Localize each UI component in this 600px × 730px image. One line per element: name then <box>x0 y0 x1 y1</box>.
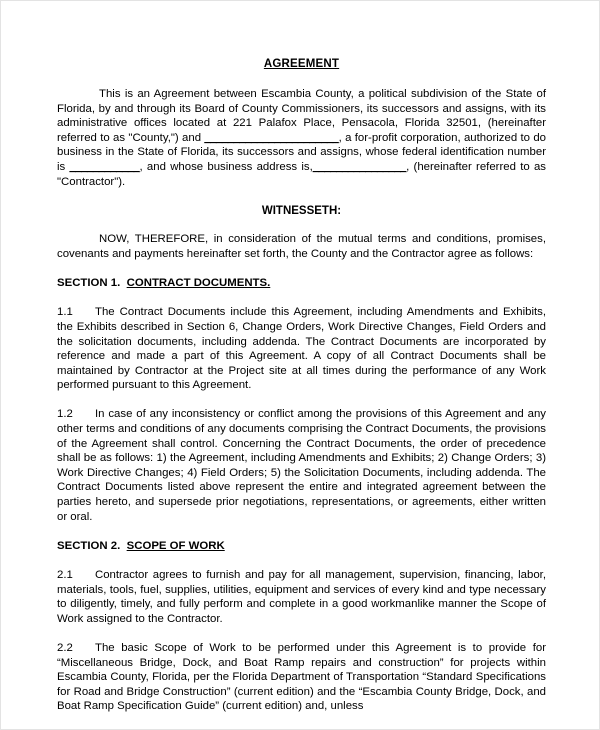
spacer <box>57 218 546 233</box>
preamble-county-quoted: "County,") <box>128 131 179 144</box>
spacer <box>57 524 546 539</box>
spacer <box>57 626 546 641</box>
business-address-blank[interactable]: ________________ <box>312 160 407 173</box>
clause-1-2-number: 1.2 <box>57 408 73 421</box>
preamble-part2: and <box>178 131 205 144</box>
spacer <box>57 291 546 306</box>
document-title-text: AGREEMENT <box>263 58 340 70</box>
spacer <box>57 189 546 204</box>
witnesseth-heading: WITNESSETH: <box>261 204 342 217</box>
clause-1-2 <box>57 407 546 524</box>
federal-id-blank[interactable]: ____________ <box>69 160 140 173</box>
clause-1-1-text: The Contract Documents include this Agreement, including Amendments and Exhibits, the Exhibits described in Section 6, Change Orders, Work Directive Changes, Field Orders and the solicitation documents, including addenda. The Contract Documents are incorporated by reference and made a part of this Agreement. A copy of all Contract Documents shall be maintained by Contractor at the Project site at all times during the performance of any Work performed pursuant to this Agreement. <box>57 306 546 392</box>
now-therefore-paragraph: NOW, THEREFORE, in consideration of the mutual terms and conditions, promises, covenants and payments hereinafter set forth, the County and the Contractor agree as follows: <box>57 233 546 260</box>
section-heading-1 <box>57 276 546 291</box>
section-2-title: SCOPE OF WORK <box>126 539 225 552</box>
spacer <box>57 393 546 408</box>
section-1-label: SECTION 1. <box>57 277 121 290</box>
preamble-paragraph <box>57 87 546 189</box>
clause-1-1 <box>57 305 546 393</box>
document-body <box>57 57 546 714</box>
clause-2-2-number: 2.2 <box>57 641 73 654</box>
spacer <box>57 553 546 568</box>
contractor-name-blank[interactable]: _______________________ <box>204 131 339 144</box>
document-title <box>57 57 546 71</box>
preamble-part5: , (hereinafter referred to as "Contractor"). <box>57 160 546 188</box>
spacer <box>57 262 546 277</box>
clause-2-1 <box>57 568 546 626</box>
clause-1-2-text: In case of any inconsistency or conflict among the provisions of this Agreement and any other terms and conditions of any documents comprising the Contract Documents, the provisions of the Agreement shall control. Concerning the Contract Documents, the order of precedence shall be as follows: 1) the Agreement, including Amendments and Exhibits; 2) Change Orders; 3) Work Directive Changes; 4) Field Orders; 5) the Solicitation Documents, including addenda. The Contract Documents listed above represent the entire and integrated agreement between the parties hereto, and supersede prior negotiations, representations, or agreements, either written or oral. <box>57 408 546 523</box>
preamble-part4: , and whose business address is, <box>139 160 313 173</box>
clause-2-1-text: Contractor agrees to furnish and pay for all management, supervision, financing, labor, materials, tools, fuel, supplies, utilities, equipment and services of every kind and type necessary to diligently, timely, and fully perform and complete in a good workmanlike manner the Scope of Work assigned to the Contractor. <box>57 569 546 625</box>
section-heading-2 <box>57 539 546 554</box>
preamble-part1: This is an Agreement between Escambia County, a political subdivision of the State of Florida, by and through its Board of County Commissioners, its successors and assigns, with its administrative offices located at 221 Palafox Place, Pensacola, Florida 32501, (hereinafter referred to as <box>57 88 546 144</box>
section-2-label: SECTION 2. <box>57 539 121 552</box>
preamble-part3: , a for-profit corporation, authorized to do business in the State of Florida, its successors and assigns, whose federal identification number is <box>57 131 546 173</box>
section-1-title: CONTRACT DOCUMENTS. <box>126 277 271 290</box>
clause-2-2-text: The basic Scope of Work to be performed under this Agreement is to provide for “Miscellaneous Bridge, Dock, and Boat Ramp repairs and construction” for projects within Escambia County, Florida, per the Florida Department of Transportation “Standard Specifications for Road and Bridge Construction” (current edition) and the “Escambia County Bridge, Dock, and Boat Ramp Specification Guide” (current edition) and, unless <box>57 641 546 713</box>
clause-1-1-number: 1.1 <box>57 306 73 319</box>
clause-2-1-number: 2.1 <box>57 569 73 581</box>
clause-2-2 <box>57 641 546 714</box>
